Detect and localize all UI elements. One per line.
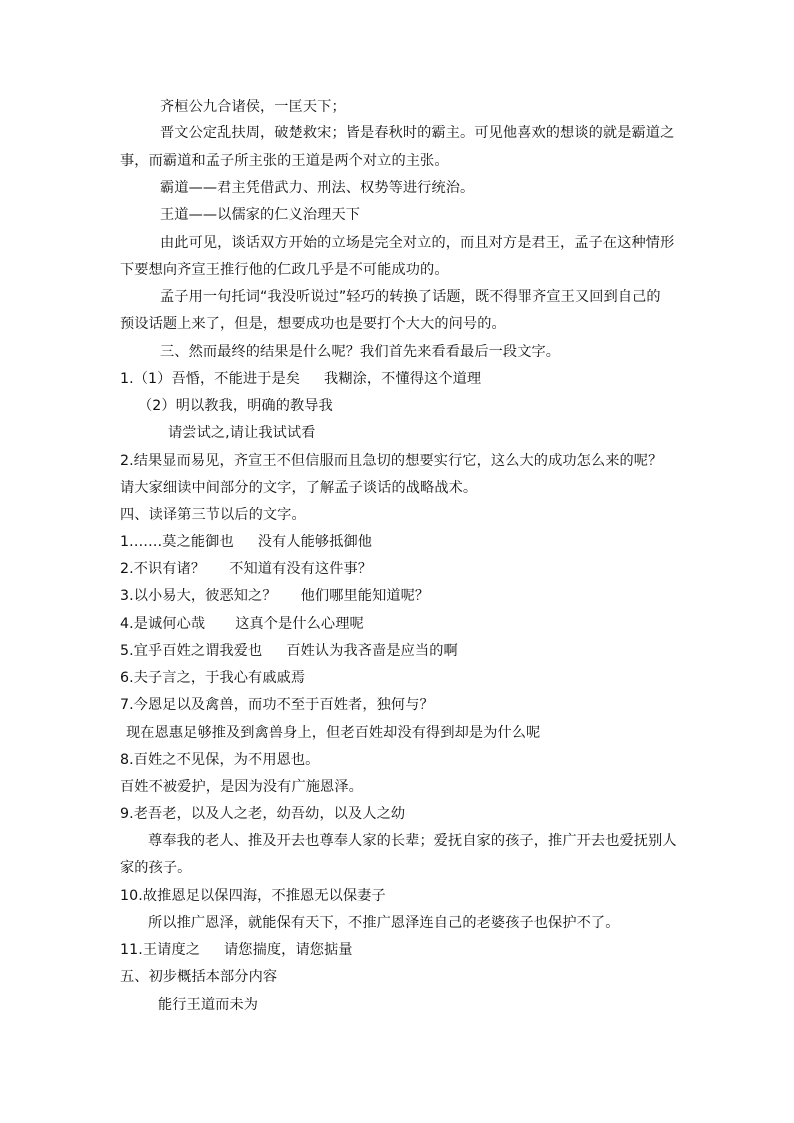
numbered-item bbox=[120, 940, 353, 960]
text-line: 下要想向齐宣王推行他的仁政几乎是不可能成功的。 bbox=[120, 262, 449, 278]
numbered-item bbox=[120, 641, 458, 661]
item-original: 4.是诚何心哉 bbox=[120, 616, 206, 632]
numbered-item: 7.今恩足以及禽兽，而功不至于百姓者，独何与？ bbox=[120, 697, 434, 713]
numbered-item: 2.结果显而易见，齐宣王不但信服而且急切的想要实行它，这么大的成功怎么来的呢？ bbox=[120, 453, 663, 469]
text-line: 事，而霸道和孟子所主张的王道是两个对立的主张。 bbox=[120, 153, 449, 169]
numbered-item bbox=[120, 369, 481, 389]
item-translation: 百姓认为我吝啬是应当的啊 bbox=[286, 643, 458, 659]
text-line: 王道——以儒家的仁义治理天下 bbox=[160, 207, 361, 223]
item-translation: 百姓不被爱护，是因为没有广施恩泽。 bbox=[120, 779, 363, 795]
item-original: 3.以小易大，彼恶知之？ bbox=[120, 588, 277, 604]
item-translation: 尊奉我的老人、推及开去也尊奉人家的长辈；爱抚自家的孩子，推广开去也爱抚别人 bbox=[148, 833, 677, 849]
item-translation: 不知道有没有这件事？ bbox=[229, 561, 373, 577]
numbered-item: 10.故推恩足以保四海，不推恩无以保妻子 bbox=[120, 888, 386, 904]
numbered-item: 6.夫子言之，于我心有戚戚焉 bbox=[120, 670, 306, 686]
numbered-item bbox=[120, 614, 364, 634]
text-line: 晋文公定乱扶周，破楚救宋；皆是春秋时的霸主。可见他喜欢的想谈的就是霸道之 bbox=[160, 125, 675, 141]
item-translation: 所以推广恩泽，就能保有天下，不推广恩泽连自己的老婆孩子也保护不了。 bbox=[148, 915, 620, 931]
item-original: 2.不识有诸？ bbox=[120, 561, 206, 577]
numbered-item: 8.百姓之不见保，为不用恩也。 bbox=[120, 752, 320, 768]
numbered-item bbox=[120, 586, 429, 606]
item-translation: 请您揣度，请您掂量 bbox=[224, 942, 353, 958]
item-translation: 我糊涂，不懂得这个道理 bbox=[324, 371, 482, 387]
text-line: 齐桓公九合诸侯，一匡天下； bbox=[160, 99, 346, 115]
item-original: 5.宜乎百姓之谓我爱也 bbox=[120, 643, 263, 659]
item-translation: 请尝试之,请让我试试看 bbox=[168, 425, 316, 441]
text-line: 能行王道而未为 bbox=[158, 997, 259, 1013]
text-line: 请大家细读中间部分的文字，了解孟子谈话的战略战术。 bbox=[120, 480, 478, 496]
numbered-item: （2）明以教我，明确的教导我 bbox=[138, 398, 333, 414]
section-heading: 五、初步概括本部分内容 bbox=[120, 969, 278, 985]
item-original: 11.王请度之 bbox=[120, 942, 201, 958]
section-heading: 四、读译第三节以后的文字。 bbox=[120, 507, 306, 523]
text-line: 预设话题上来了，但是，想要成功也是要打个大大的问号的。 bbox=[120, 316, 506, 332]
text-line: 孟子用一句托词“我没听说过”轻巧的转换了话题，既不得罪齐宣王又回到自己的 bbox=[160, 289, 661, 305]
text-line: 霸道——君主凭借武力、刑法、权势等进行统治。 bbox=[160, 180, 475, 196]
item-translation: 现在恩惠足够推及到禽兽身上，但老百姓却没有得到却是为什么呢 bbox=[126, 725, 541, 741]
numbered-item bbox=[120, 532, 372, 552]
section-heading: 三、然而最终的结果是什么呢？我们首先来看看最后一段文字。 bbox=[160, 344, 561, 360]
numbered-item bbox=[120, 559, 372, 579]
numbered-item: 9.老吾老，以及人之老，幼吾幼，以及人之幼 bbox=[120, 806, 406, 822]
item-translation: 家的孩子。 bbox=[120, 860, 192, 876]
item-translation: 这真个是什么心理呢 bbox=[235, 616, 364, 632]
item-original: 1.（1）吾惛，不能进于是矣 bbox=[120, 371, 301, 387]
item-translation: 没有人能够抵御他 bbox=[257, 534, 373, 550]
text-line: 由此可见，谈话双方开始的立场是完全对立的，而且对方是君王，孟子在这种情形 bbox=[160, 235, 675, 251]
item-translation: 他们哪里能知道呢？ bbox=[300, 588, 430, 604]
item-original: 1.……莫之能御也 bbox=[120, 534, 234, 550]
